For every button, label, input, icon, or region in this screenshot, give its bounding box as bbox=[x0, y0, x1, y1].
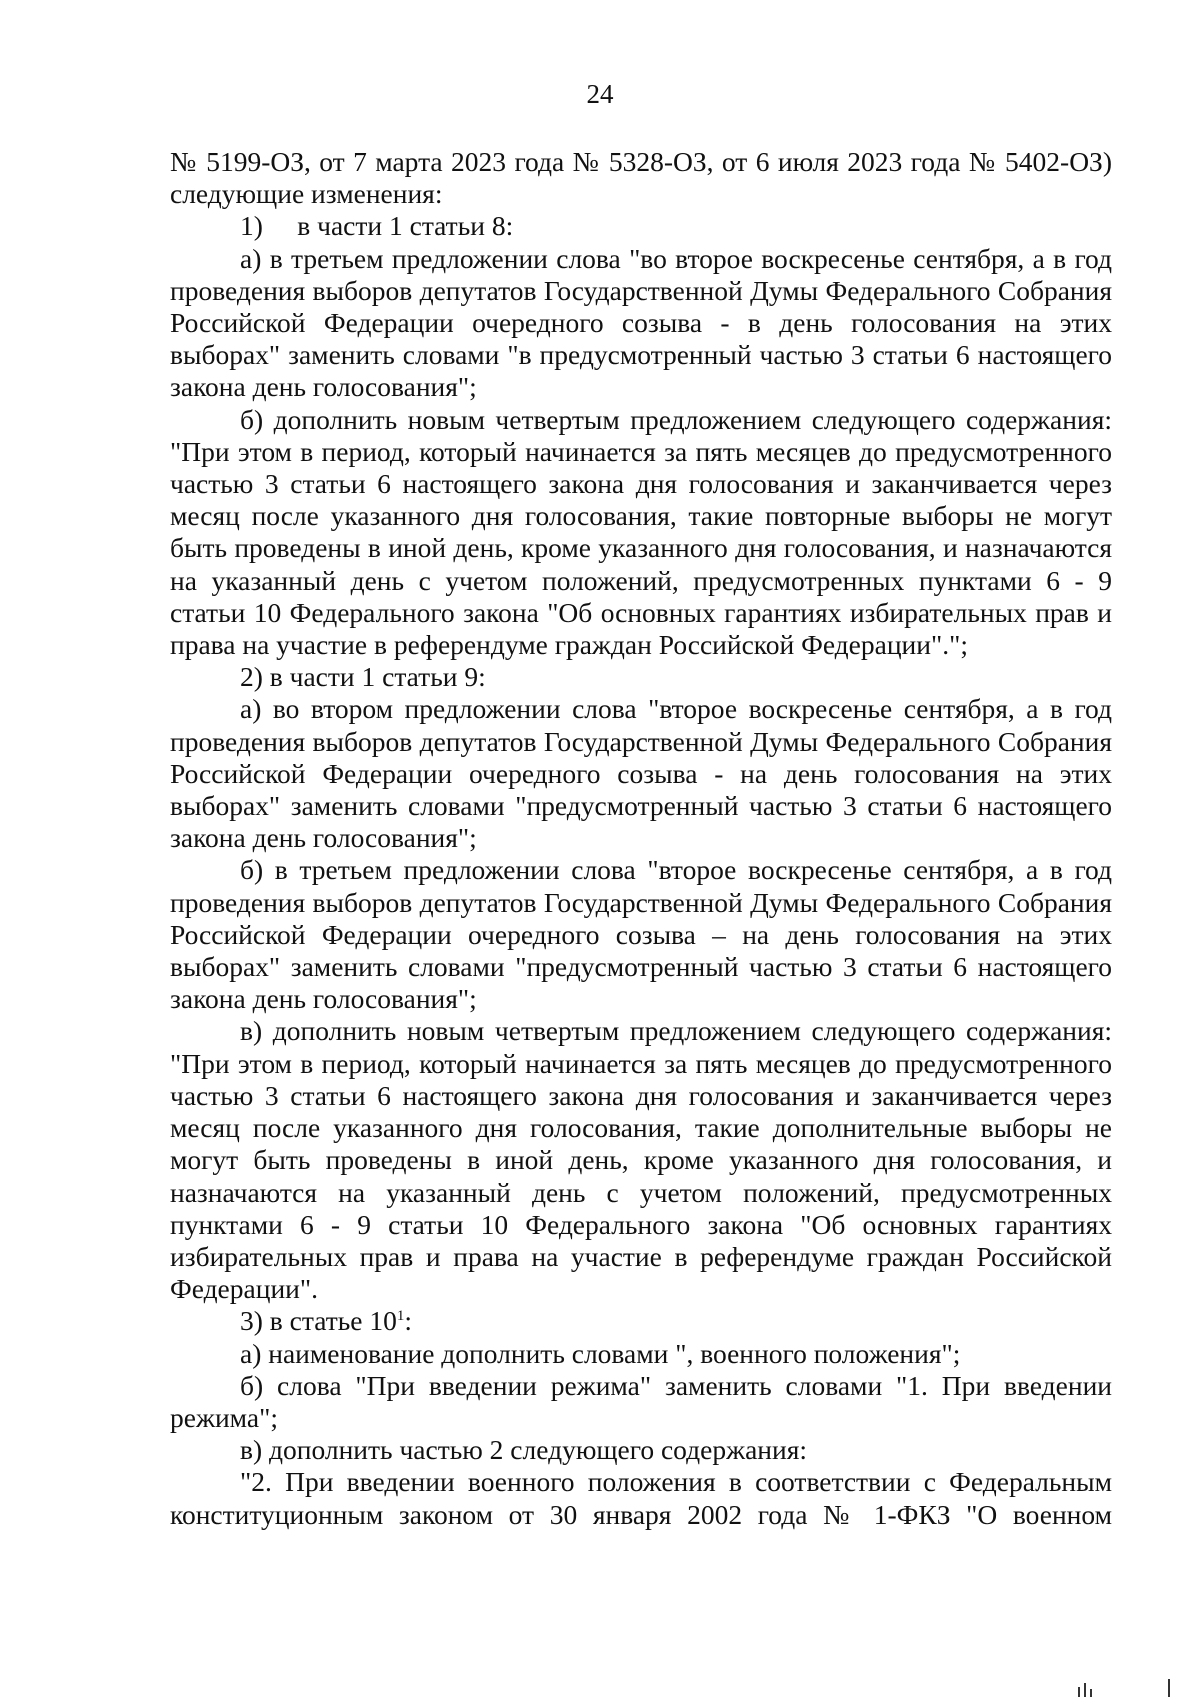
item-2c: в) дополнить новым четвертым предложением следующего содержания: "При этом в период, который начинается за пять месяцев до предусмотренного частью 3 статьи 6 настоящего закона дня голосования и заканчивается через месяц после указанного дня голосования, такие дополнительные выборы не могут быть проведены в иной день, кроме указанного дня голосования, и назначаются на указанный день с учетом положений, предусмотренных пунктами 6 - 9 статьи 10 Федерального закона "Об основных гарантиях избирательных прав и права на участие в референдуме граждан Российской Федерации". bbox=[170, 1015, 1112, 1305]
paragraph-intro: № 5199-ОЗ, от 7 марта 2023 года № 5328-ОЗ, от 6 июля 2023 года № 5402-ОЗ) следующие изменения: bbox=[170, 146, 1112, 210]
scan-artifact-mark bbox=[1084, 1683, 1086, 1697]
item-2-heading: 2) в части 1 статьи 9: bbox=[240, 661, 486, 693]
scan-artifact-mark bbox=[1078, 1687, 1080, 1697]
item-3-superscript: 1 bbox=[396, 1308, 405, 1325]
item-3c-quote: "2. При введении военного положения в соответствии с Федеральным конституционным законом от 30 января 2002 года № 1-ФКЗ "О военном bbox=[170, 1466, 1112, 1530]
item-3-heading bbox=[170, 1305, 1112, 1337]
page-number: 24 bbox=[586, 79, 614, 109]
item-1-heading: 1) в части 1 статьи 8: bbox=[240, 210, 514, 242]
item-2a: а) во втором предложении слова "второе воскресенье сентября, а в год проведения выборов депутатов Государственной Думы Федерального Собрания Российской Федерации очередного созыва - на день голосования на этих выборах" заменить словами "предусмотренный частью 3 статьи 6 настоящего закона день голосования"; bbox=[170, 693, 1112, 854]
item-1a: а) в третьем предложении слова "во второе воскресенье сентября, а в год проведения выборов депутатов Государственной Думы Федерального Собрания Российской Федерации очередного созыва - в день голосования на этих выборах" заменить словами "в предусмотренный частью 3 статьи 6 настоящего закона день голосования"; bbox=[170, 242, 1112, 403]
item-3c: в) дополнить частью 2 следующего содержания: bbox=[240, 1434, 807, 1466]
item-3a: а) наименование дополнить словами ", военного положения"; bbox=[240, 1337, 961, 1369]
item-2b: б) в третьем предложении слова "второе воскресенье сентября, а в год проведения выборов депутатов Государственной Думы Федерального Собрания Российской Федерации очередного созыва – на день голосования на этих выборах" заменить словами "предусмотренный частью 3 статьи 6 настоящего закона день голосования"; bbox=[170, 854, 1112, 1015]
scan-artifact-mark bbox=[1168, 1679, 1170, 1697]
item-3-prefix: 3) в статье 10 bbox=[240, 1305, 397, 1337]
scan-artifact-mark bbox=[1090, 1689, 1092, 1697]
item-3b: б) слова "При введении режима" заменить словами "1. При введении режима"; bbox=[170, 1369, 1112, 1433]
item-3-suffix: : bbox=[404, 1305, 412, 1337]
document-body bbox=[170, 146, 1112, 1531]
item-1b: б) дополнить новым четвертым предложением следующего содержания: "При этом в период, который начинается за пять месяцев до предусмотренного частью 3 статьи 6 настоящего закона дня голосования и заканчивается через месяц после указанного дня голосования, такие повторные выборы не могут быть проведены в иной день, кроме указанного дня голосования, и назначаются на указанный день с учетом положений, предусмотренных пунктами 6 - 9 статьи 10 Федерального закона "Об основных гарантиях избирательных прав и права на участие в референдуме граждан Российской Федерации"."; bbox=[170, 403, 1112, 661]
